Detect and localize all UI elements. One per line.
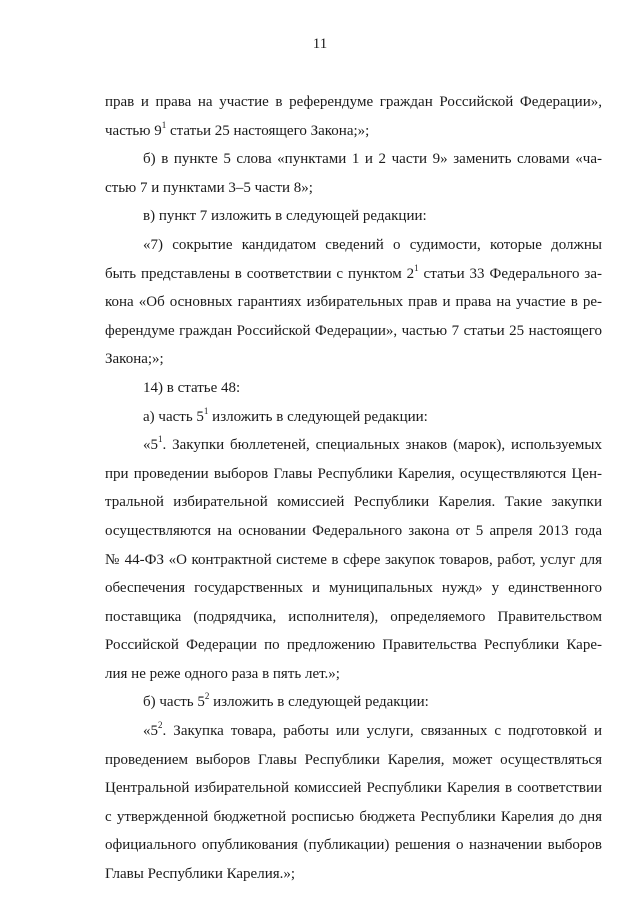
text-line [105,231,602,260]
text-run: проведением выборов Главы Республики Карелия, может осуществляться [105,751,602,768]
text-line [105,202,602,231]
text-line [105,317,602,346]
text-run: обеспечения государственных и муниципальных нужд» у единственного [105,580,602,597]
text-line [105,431,602,460]
text-run: с утвержденной бюджетной росписью бюджета Республики Карелия до дня [105,808,602,825]
text-line [105,574,602,603]
text-run: «7) сокрытие кандидатом сведений о судимости, которые должны [143,236,602,253]
text-run: Главы Республики Карелия.»; [105,866,296,883]
text-line [105,631,602,660]
text-run: Российской Федерации по предложению Правительства Республики Каре- [105,637,602,654]
text-run: 14) в статье 48: [143,379,241,396]
text-line [105,774,602,803]
text-line [105,174,602,203]
text-line [105,260,602,289]
text-run: а) часть 5 [143,408,204,425]
text-run: поставщика (подрядчика, исполнителя), определяемого Правительством [105,608,602,625]
superscript: 1 [203,405,209,416]
text-run: частью 9 [105,122,162,139]
text-line [105,860,602,889]
text-line [105,88,602,117]
text-run: . Закупки бюллетеней, специальных знаков (марок), используемых [162,437,602,454]
text-run: Закона;»; [105,351,164,368]
text-line [105,145,602,174]
superscript: 1 [158,434,163,445]
text-run: ферендуме граждан Российской Федерации», частью 7 статьи 25 настоящего [105,322,602,339]
page-number: 11 [312,36,328,52]
text-run: официального опубликования (публикации) решения о назначении выборов [105,837,602,854]
text-line [105,831,602,860]
text-run: изложить в следующей редакции: [209,694,429,711]
text-run: при проведении выборов Главы Республики Карелия, осуществляются Цен- [105,465,602,482]
text-line [105,117,602,146]
text-line [105,460,602,489]
text-run: б) часть 5 [143,694,205,711]
text-line [105,403,602,432]
text-line [105,660,602,689]
text-run: б) в пункте 5 слова «пунктами 1 и 2 части 9» заменить словами «ча- [143,151,602,168]
superscript: 2 [158,720,163,731]
superscript: 2 [204,691,210,702]
document-body [105,88,602,889]
text-line [105,603,602,632]
text-run: № 44-ФЗ «О контрактной системе в сфере закупок товаров, работ, услуг для [105,551,602,568]
text-run: . Закупка товара, работы или услуги, связанных с подготовкой и [162,723,602,740]
text-line [105,288,602,317]
text-line [105,746,602,775]
text-run: «5 [143,437,158,454]
text-run: осуществляются на основании Федерального закона от 5 апреля 2013 года [105,522,602,539]
text-line [105,345,602,374]
text-run: лия не реже одного раза в пять лет.»; [105,665,340,682]
text-run: быть представлены в соответствии с пунктом 2 [105,265,415,282]
text-run: изложить в следующей редакции: [208,408,428,425]
text-line [105,546,602,575]
text-line [105,803,602,832]
text-run: статьи 33 Федерального за- [418,265,602,282]
text-line [105,374,602,403]
text-run: прав и права на участие в референдуме граждан Российской Федерации», [105,94,602,110]
text-run: в) пункт 7 изложить в следующей редакции: [143,208,427,225]
text-line [105,488,602,517]
text-run: Центральной избирательной комиссией Республики Карелия в соответствии [105,780,602,797]
superscript: 1 [414,262,419,273]
text-line [105,517,602,546]
text-run: тральной избирательной комиссией Республики Карелия. Такие закупки [105,494,602,511]
text-run: статьи 25 настоящего Закона;»; [166,122,370,139]
text-line [105,717,602,746]
text-run: стью 7 и пунктами 3–5 части 8»; [105,179,313,196]
superscript: 1 [161,119,167,130]
text-run: «5 [143,723,158,740]
text-line [105,688,602,717]
text-run: кона «Об основных гарантиях избирательных прав и права на участие в ре- [105,294,602,311]
